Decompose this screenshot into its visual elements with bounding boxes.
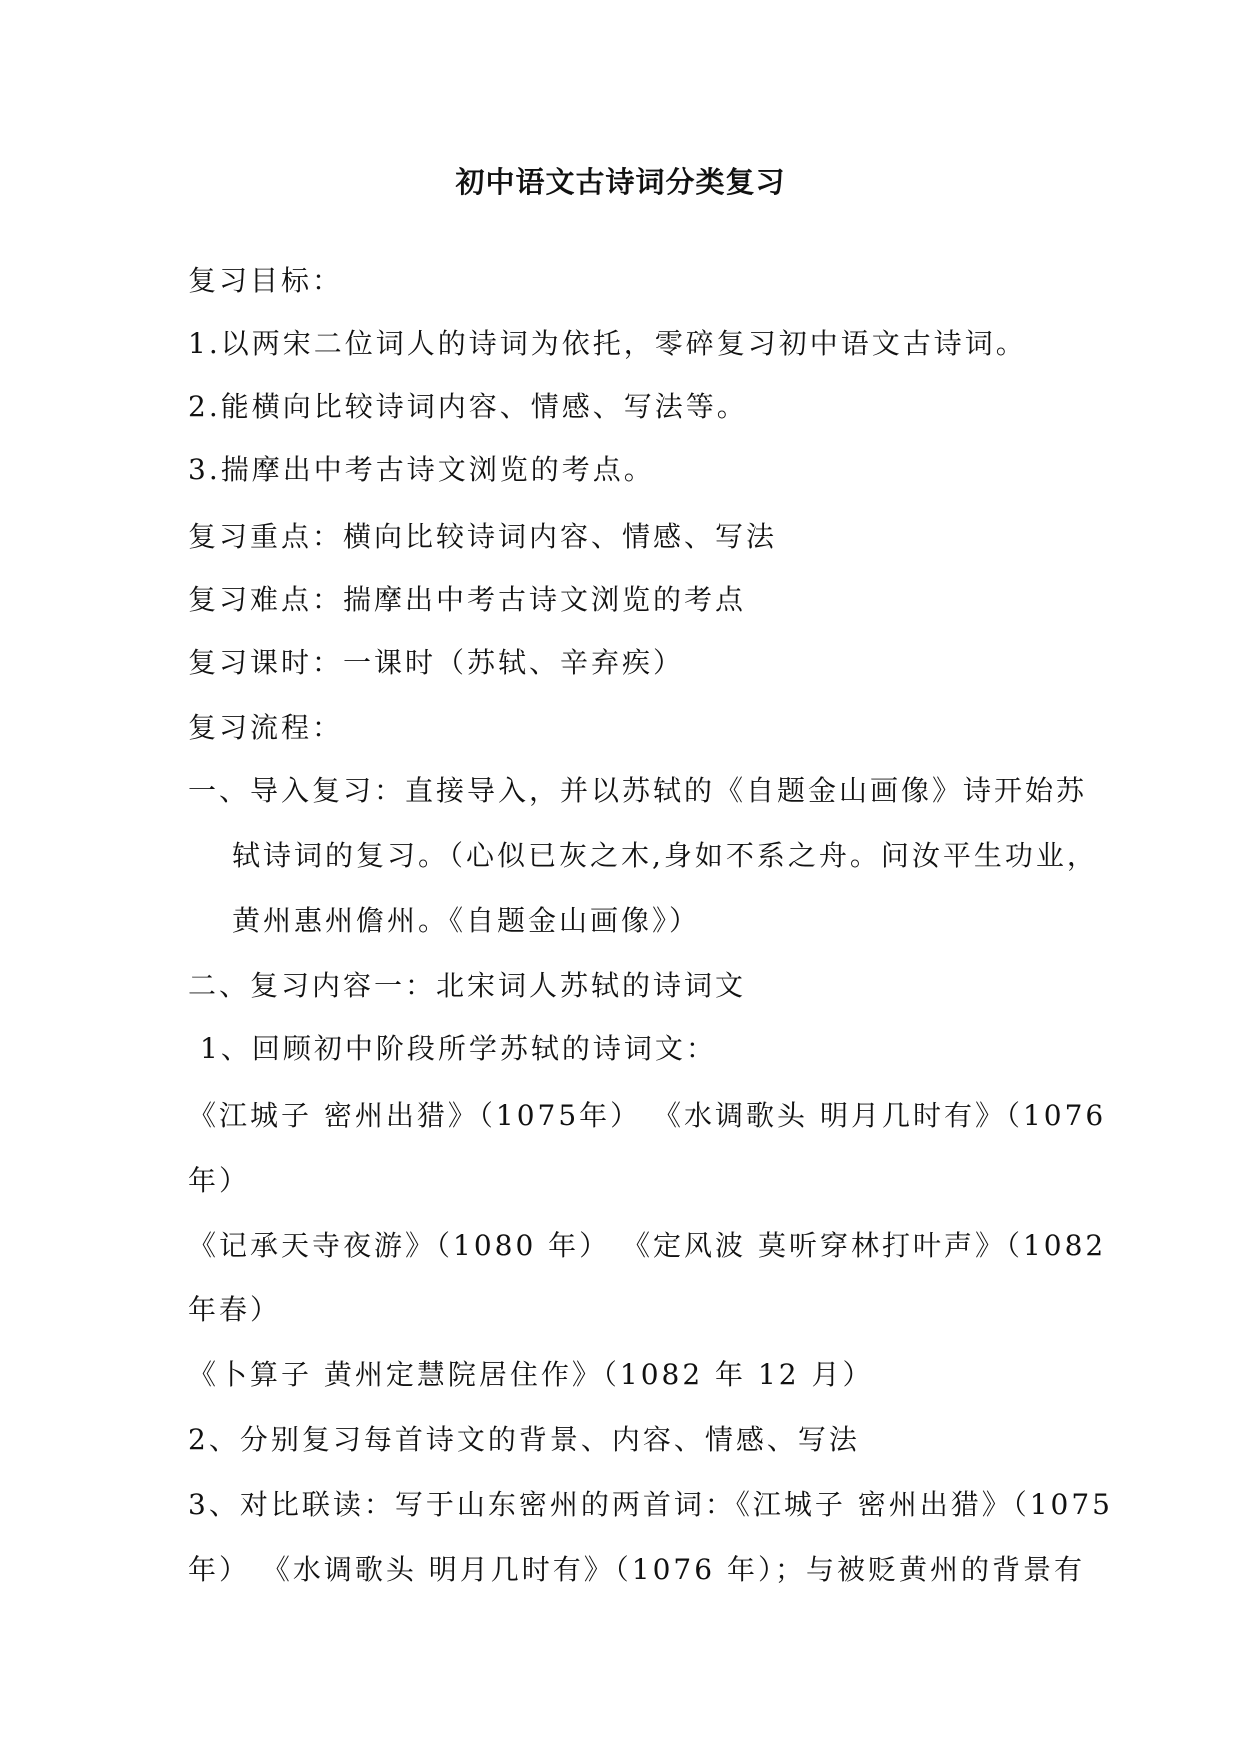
text-line: 3.揣摩出中考古诗文浏览的考点。	[188, 453, 655, 486]
text-line: 轼诗词的复习。（心似已灰之木,身如不系之舟。问汝平生功业，	[232, 839, 1098, 872]
text-line: 年）	[188, 1164, 251, 1197]
text-line: 年春）	[188, 1293, 282, 1326]
text-line: 复习难点：揣摩出中考古诗文浏览的考点	[188, 583, 747, 616]
text-line: 黄州惠州儋州。《自题金山画像》）	[232, 904, 701, 937]
text-line: 年） 《水调歌头 明月几时有》（1076 年）；与被贬黄州的背景有	[188, 1553, 1085, 1586]
text-line: 1、回顾初中阶段所学苏轼的诗词文：	[200, 1032, 717, 1065]
text-line: 《卜算子 黄州定慧院居住作》（1082 年 12 月）	[188, 1358, 874, 1391]
text-line: 一、导入复习：直接导入，并以苏轼的《自题金山画像》诗开始苏	[188, 774, 1088, 807]
text-line: 2.能横向比较诗词内容、情感、写法等。	[188, 390, 748, 423]
text-line: 2、分别复习每首诗文的背景、内容、情感、写法	[188, 1423, 860, 1456]
text-line: 复习课时：一课时（苏轼、辛弃疾）	[188, 646, 685, 679]
text-line: 《记承天寺夜游》（1080 年） 《定风波 莫听穿林打叶声》（1082	[188, 1229, 1107, 1262]
document-title: 初中语文古诗词分类复习	[455, 165, 786, 199]
text-line: 复习目标：	[188, 264, 344, 297]
text-line: 二、复习内容一：北宋词人苏轼的诗词文	[188, 969, 747, 1002]
text-line: 3、对比联读：写于山东密州的两首词：《江城子 密州出猎》（1075	[188, 1488, 1113, 1521]
text-line: 复习流程：	[188, 711, 344, 744]
text-line: 《江城子 密州出猎》（1075年） 《水调歌头 明月几时有》（1076	[188, 1099, 1107, 1132]
text-line: 1.以两宋二位词人的诗词为依托，零碎复习初中语文古诗词。	[188, 327, 1027, 360]
text-line: 复习重点：横向比较诗词内容、情感、写法	[188, 520, 778, 553]
